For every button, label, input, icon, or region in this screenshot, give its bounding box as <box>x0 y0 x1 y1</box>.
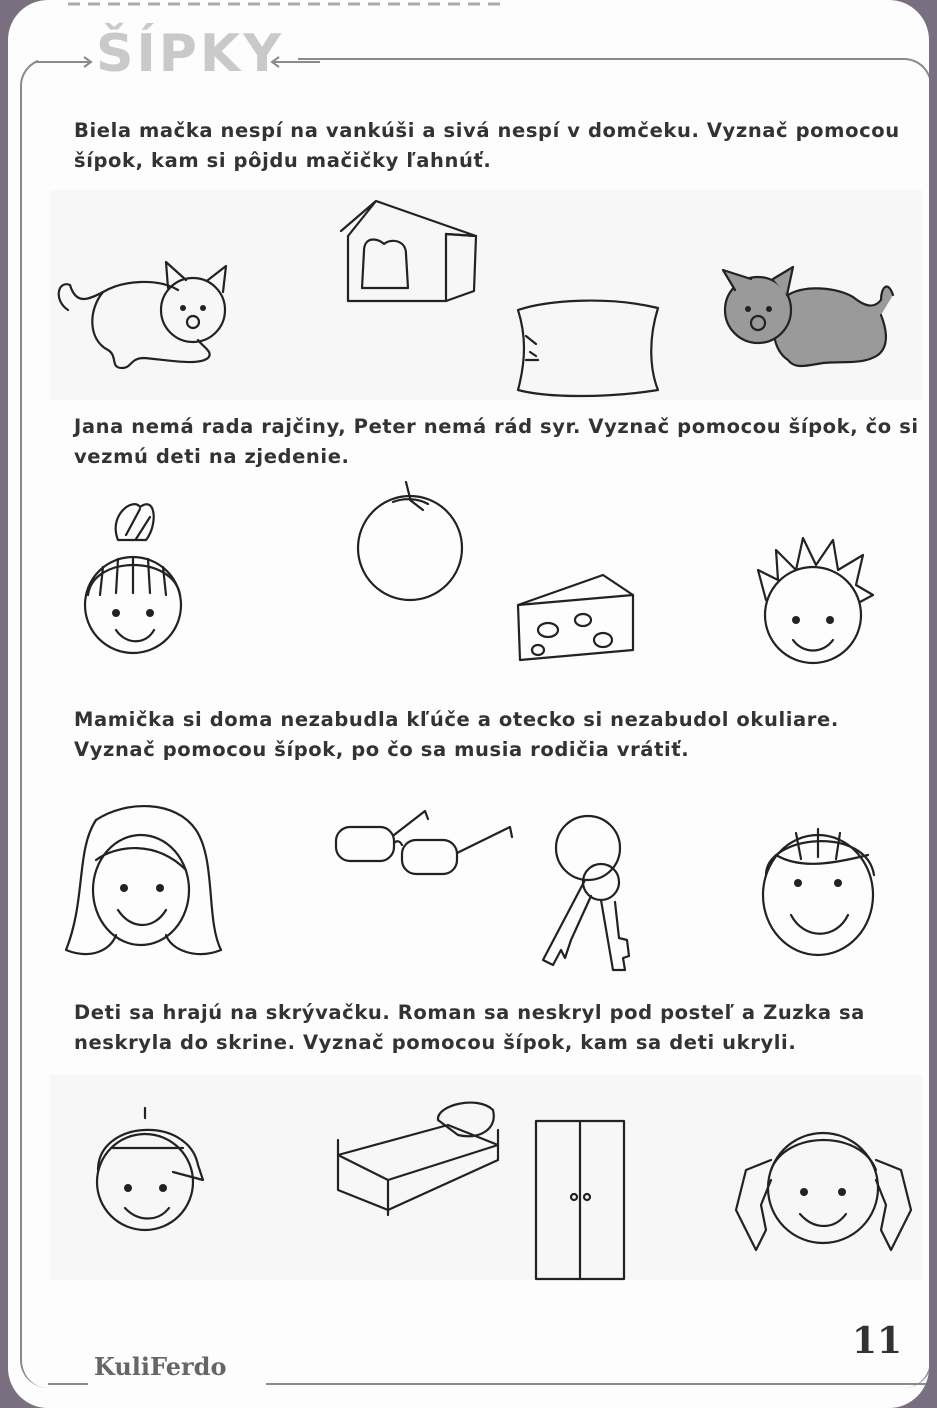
tomato-icon <box>348 480 473 605</box>
girl-jana-icon <box>78 495 198 670</box>
title-arrow-right-icon <box>270 56 320 68</box>
page-title: ŠÍPKY <box>96 24 284 84</box>
title-arrow-left-icon <box>34 56 94 68</box>
page-number: 11 <box>852 1320 903 1362</box>
task-2-text: Jana nemá rada rajčiny, Peter nemá rád syr. Vyznač pomocou šípok, čo si vezmú deti na zjedenie. <box>74 415 919 468</box>
doghouse-icon <box>336 196 486 306</box>
boy-roman-icon <box>83 1100 208 1240</box>
wardrobe-icon <box>530 1115 630 1285</box>
white-cat-icon <box>48 250 248 380</box>
girl-zuzka-icon <box>726 1110 921 1260</box>
glasses-icon <box>330 805 525 880</box>
bottom-line <box>48 1378 928 1390</box>
gray-cat-icon <box>713 255 898 385</box>
cheese-icon <box>508 570 638 665</box>
keys-icon <box>533 810 643 980</box>
father-icon <box>756 815 881 960</box>
task-4-text: Deti sa hrajú na skrývačku. Roman sa neskryl pod posteľ a Zuzka sa neskryla do skrine. Vyznač pomocou šípok, kam sa deti ukryli. <box>74 1001 865 1054</box>
bed-icon <box>328 1100 508 1220</box>
task-1-text: Biela mačka nespí na vankúši a sivá nespí v domčeku. Vyznač pomocou šípok, kam si pôjdu mačičky ľahnúť. <box>74 119 900 172</box>
boy-peter-icon <box>748 530 878 670</box>
pillow-icon <box>508 290 668 400</box>
top-dashes <box>68 0 508 10</box>
task-3-text: Mamička si doma nezabudla kľúče a otecko si nezabudol okuliare. Vyznač pomocou šípok, po čo sa musia rodičia vrátiť. <box>74 708 839 761</box>
brand-logo-text: KuliFerdo <box>94 1352 227 1381</box>
mother-icon <box>56 800 226 970</box>
worksheet-page <box>8 0 929 1408</box>
